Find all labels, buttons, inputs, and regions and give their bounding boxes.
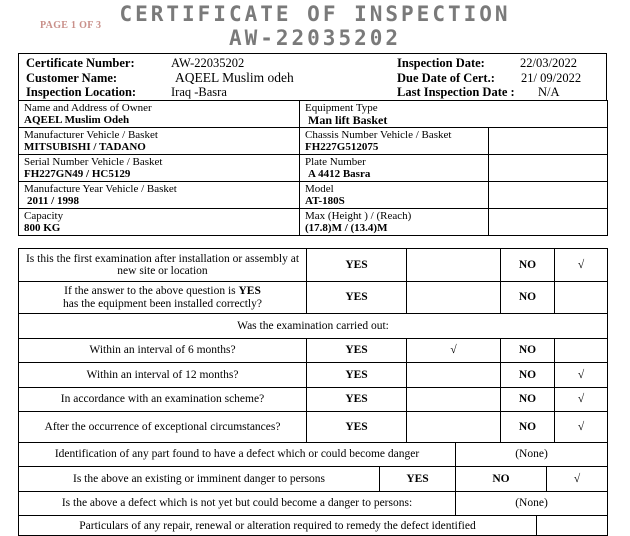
customer-label: Customer Name: xyxy=(26,71,118,85)
blank-cell xyxy=(489,128,608,155)
check-mark: √ xyxy=(555,412,608,443)
serial-value: FH227GN49 / HC5129 xyxy=(24,168,131,180)
max-label: Max (Height ) / (Reach) xyxy=(305,210,412,222)
yes-mark-cell xyxy=(407,388,501,412)
table-row xyxy=(19,155,608,182)
due-date-value: 21/ 09/2022 xyxy=(521,71,582,85)
table-row xyxy=(19,282,608,314)
blank-cell xyxy=(489,155,608,182)
table-row xyxy=(19,492,608,516)
due-date-label: Due Date of Cert.: xyxy=(397,71,495,85)
yes-label: YES xyxy=(380,467,456,492)
model-value: AT-180S xyxy=(305,195,345,207)
table-row xyxy=(19,128,608,155)
max-cell xyxy=(300,209,489,236)
question-defect-identification: Identification of any part found to have a defect which or could become danger xyxy=(19,443,456,467)
year-cell xyxy=(19,182,300,209)
customer-value: AQEEL Muslim odeh xyxy=(175,70,294,85)
table-row xyxy=(19,209,608,236)
owner-cell xyxy=(19,101,300,128)
plate-cell xyxy=(300,155,489,182)
table-row xyxy=(19,182,608,209)
serial-cell xyxy=(19,155,300,182)
manufacturer-cell xyxy=(19,128,300,155)
yes-label: YES xyxy=(307,412,407,443)
question-emphasis: YES xyxy=(238,285,261,297)
year-value: 2011 / 1998 xyxy=(27,195,79,207)
section-heading: Was the examination carried out: xyxy=(19,314,608,339)
capacity-cell xyxy=(19,209,300,236)
plate-label: Plate Number xyxy=(305,156,366,168)
chassis-cell xyxy=(300,128,489,155)
yes-mark-cell xyxy=(407,249,501,282)
question-12-months: Within an interval of 12 months? xyxy=(19,363,307,388)
plate-value: A 4412 Basra xyxy=(308,168,371,180)
model-label: Model xyxy=(305,183,334,195)
yes-label: YES xyxy=(307,388,407,412)
defect-questions-table xyxy=(18,442,608,536)
equipment-cell xyxy=(300,101,608,128)
examination-questions-table xyxy=(18,248,608,443)
yes-mark-cell xyxy=(407,363,501,388)
yes-label: YES xyxy=(307,282,407,314)
equipment-value: Man lift Basket xyxy=(308,113,388,127)
owner-value: AQEEL Muslim Odeh xyxy=(24,114,130,126)
capacity-label: Capacity xyxy=(24,210,64,222)
manufacturer-label: Manufacturer Vehicle / Basket xyxy=(24,129,158,141)
location-label: Inspection Location: xyxy=(26,85,137,99)
check-mark: √ xyxy=(407,339,501,363)
table-row xyxy=(19,314,608,339)
year-label: Manufacture Year Vehicle / Basket xyxy=(24,183,177,195)
owner-label: Name and Address of Owner xyxy=(24,102,152,114)
question-installed-correctly xyxy=(19,282,307,314)
table-row xyxy=(19,101,608,128)
no-mark-cell xyxy=(555,339,608,363)
yes-mark-cell xyxy=(407,282,501,314)
serial-label: Serial Number Vehicle / Basket xyxy=(24,156,163,168)
yes-label: YES xyxy=(307,339,407,363)
page-badge: PAGE 1 OF 3 xyxy=(40,20,102,31)
question-repair-particulars: Particulars of any repair, renewal or alteration required to remedy the defect identified xyxy=(19,516,537,536)
check-mark: √ xyxy=(555,363,608,388)
question-first-exam: Is this the first examination after installation or assembly at new site or location xyxy=(19,249,307,282)
blank-cell xyxy=(489,182,608,209)
certificate-header xyxy=(18,53,607,101)
equipment-label: Equipment Type xyxy=(305,102,378,114)
table-row xyxy=(19,467,608,492)
no-label: NO xyxy=(501,412,555,443)
chassis-label: Chassis Number Vehicle / Basket xyxy=(305,129,452,141)
table-row xyxy=(19,412,608,443)
table-row xyxy=(19,339,608,363)
check-mark: √ xyxy=(555,249,608,282)
last-date-label: Last Inspection Date : xyxy=(397,85,515,99)
no-label: NO xyxy=(501,249,555,282)
max-value: (17.8)M / (13.4)M xyxy=(305,222,388,234)
model-cell xyxy=(300,182,489,209)
yes-label: YES xyxy=(307,363,407,388)
no-label: NO xyxy=(501,388,555,412)
chassis-value: FH227G512075 xyxy=(305,141,379,153)
no-label: NO xyxy=(501,282,555,314)
question-text: If the answer to the above question is xyxy=(64,285,239,297)
capacity-value: 800 KG xyxy=(24,222,61,234)
defect-answer: (None) xyxy=(456,443,608,467)
location-value: Iraq -Basra xyxy=(171,85,227,99)
repair-answer-cell xyxy=(537,516,608,536)
no-mark-cell xyxy=(555,282,608,314)
table-row xyxy=(19,443,608,467)
check-mark: √ xyxy=(555,388,608,412)
question-exam-scheme: In accordance with an examination scheme? xyxy=(19,388,307,412)
table-row xyxy=(19,363,608,388)
question-future-danger: Is the above a defect which is not yet but could become a danger to persons: xyxy=(19,492,456,516)
table-row xyxy=(19,249,608,282)
no-label: NO xyxy=(456,467,547,492)
blank-cell xyxy=(489,209,608,236)
equipment-details-table xyxy=(18,100,608,236)
question-exceptional: After the occurrence of exceptional circumstances? xyxy=(19,412,307,443)
certificate-id-title: AW-22035202 xyxy=(228,26,402,50)
table-row xyxy=(19,388,608,412)
cert-number-label: Certificate Number: xyxy=(26,56,135,70)
question-imminent-danger: Is the above an existing or imminent danger to persons xyxy=(19,467,380,492)
inspection-date-label: Inspection Date: xyxy=(397,56,485,70)
future-danger-answer: (None) xyxy=(456,492,608,516)
manufacturer-value: MITSUBISHI / TADANO xyxy=(24,141,146,153)
question-6-months: Within an interval of 6 months? xyxy=(19,339,307,363)
no-label: NO xyxy=(501,363,555,388)
yes-label: YES xyxy=(307,249,407,282)
table-row xyxy=(19,516,608,536)
check-mark: √ xyxy=(547,467,608,492)
cert-number-value: AW-22035202 xyxy=(171,56,245,70)
document-title: CERTIFICATE OF INSPECTION xyxy=(119,2,511,26)
question-text: has the equipment been installed correctly? xyxy=(63,297,262,310)
inspection-date-value: 22/03/2022 xyxy=(520,56,577,70)
last-date-value: N/A xyxy=(538,85,560,99)
yes-mark-cell xyxy=(407,412,501,443)
no-label: NO xyxy=(501,339,555,363)
